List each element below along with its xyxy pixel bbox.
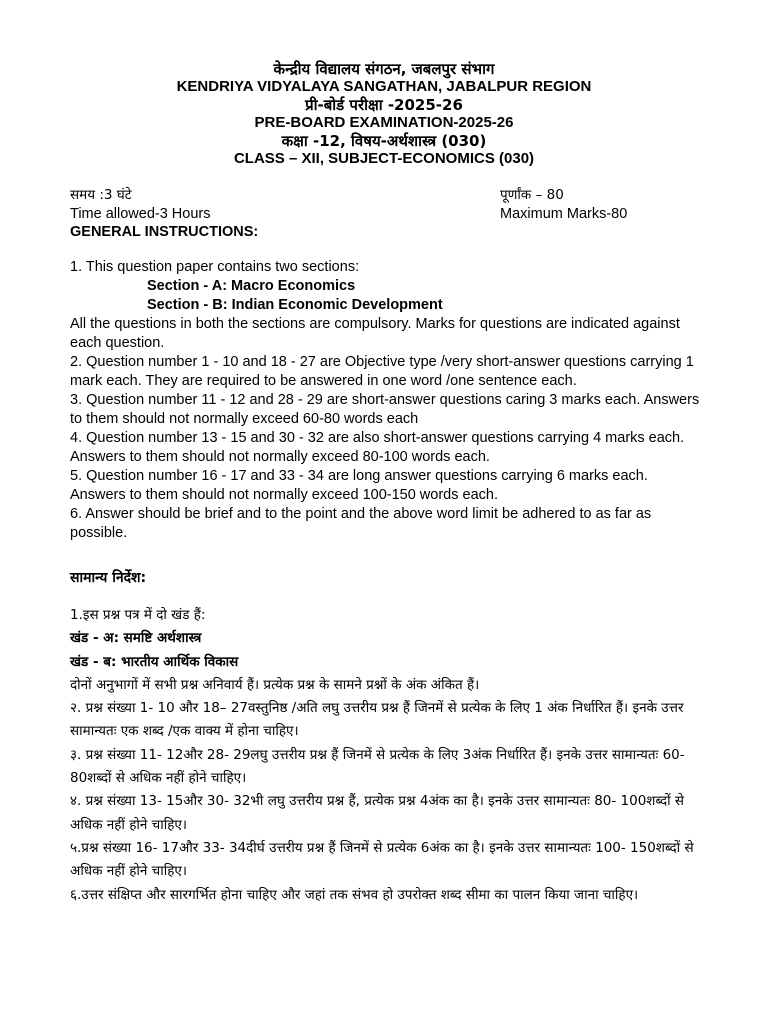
time-allowed-english: Time allowed-3 Hours [70, 206, 211, 222]
instruction-5-hindi: ५.प्रश्न संख्या 16- 17और 33- 34दीर्घ उत्तरीय प्रश्न हैं जिनमें से प्रत्येक 6अंक का है। इनके उत्तर सामान्यतः 100- 150शब्दों से अधिक नहीं होने चाहिए। [70, 839, 694, 880]
instruction-2: 2. Question number 1 - 10 and 18 - 27 are Objective type /very short-answer questions carrying 1 mark each. They are required to be answered in one word /one sentence each. [70, 354, 694, 389]
max-marks-hindi: पूर्णांक – 80 [500, 187, 564, 203]
instruction-3-hindi: ३. प्रश्न संख्या 11- 12और 28- 29लघु उत्तरीय प्रश्न हैं जिनमें से प्रत्येक के लिए 3अंक निर्धारित हैं। इनके उत्तर सामान्यतः 60- 80शब्दों से अधिक नहीं होने चाहिए। [70, 746, 685, 787]
section-b-label: Section - B: Indian Economic Development [147, 297, 443, 313]
instruction-3: 3. Question number 11 - 12 and 28 - 29 are short-answer questions caring 3 marks each. Answers to them should not normally exceed 60-80 words each [70, 392, 700, 427]
paper-header [0, 60, 768, 168]
instructions-english [70, 258, 706, 543]
section-a-label: Section - A: Macro Economics [147, 278, 356, 294]
meta-row-hindi [70, 186, 670, 204]
header-exam-english: PRE-BOARD EXAMINATION-2025-26 [254, 114, 514, 131]
section-a-label-hindi: खंड - अ: समष्टि अर्थशास्त्र [70, 630, 202, 647]
instruction-6-hindi: ६.उत्तर संक्षिप्त और सारगर्भित होना चाहिए और जहां तक संभव हो उपरोक्त शब्द सीमा का पालन किया जाना चाहिए। [70, 886, 639, 903]
instruction-1: 1. This question paper contains two sections: [70, 259, 360, 275]
meta-row-english [70, 205, 670, 223]
time-allowed-hindi: समय :3 घंटे [70, 187, 132, 203]
instruction-1-hindi: 1.इस प्रश्न पत्र में दो खंड हैं: [70, 607, 206, 623]
section-b-label-hindi: खंड - ब: भारतीय आर्थिक विकास [70, 653, 239, 670]
header-org-english: KENDRIYA VIDYALAYA SANGATHAN, JABALPUR REGION [176, 78, 592, 95]
general-instructions-heading-hindi: सामान्य निर्देश: [70, 570, 147, 586]
general-instructions-heading: GENERAL INSTRUCTIONS: [70, 224, 259, 240]
header-class-hindi: कक्षा -12, विषय-अर्थशास्त्र (030) [281, 132, 487, 150]
instruction-6: 6. Answer should be brief and to the point and the above word limit be adhered to as far as possible. [70, 506, 652, 541]
header-exam-hindi: प्री-बोर्ड परीक्षा -2025-26 [305, 96, 463, 114]
header-class-english: CLASS – XII, SUBJECT-ECONOMICS (030) [233, 150, 535, 167]
instruction-compulsory: All the questions in both the sections are compulsory. Marks for questions are indicated against each question. [70, 316, 680, 351]
instruction-4-hindi: ४. प्रश्न संख्या 13- 15और 30- 32भी लघु उत्तरीय प्रश्न हैं, प्रत्येक प्रश्न 4अंक का है। इनके उत्तर सामान्यतः 80- 100शब्दों से अधिक नहीं होने चाहिए। [70, 793, 685, 833]
instruction-4: 4. Question number 13 - 15 and 30 - 32 are also short-answer questions carrying 4 marks each. Answers to them should not normally exceed 80-100 words each. [70, 430, 685, 465]
header-org-hindi: केन्द्रीय विद्यालय संगठन, जबलपुर संभाग [273, 60, 495, 78]
max-marks-english: Maximum Marks-80 [500, 206, 628, 222]
instructions-hindi [70, 604, 706, 907]
instruction-2-hindi: २. प्रश्न संख्या 1- 10 और 18– 27वस्तुनिष्ठ /अति लघु उत्तरीय प्रश्न हैं जिनमें से प्रत्येक के लिए 1 अंक निर्धारित हैं। इनके उत्तर सामान्यतः एक शब्द /एक वाक्य में होना चाहिए। [70, 700, 684, 740]
instruction-compulsory-hindi: दोनों अनुभागों में सभी प्रश्न अनिवार्य हैं। प्रत्येक प्रश्न के सामने प्रश्नों के अंक अंकित हैं। [70, 676, 480, 693]
instruction-5: 5. Question number 16 - 17 and 33 - 34 are long answer questions carrying 6 marks each. Answers to them should not normally exceed 100-150 words each. [70, 468, 648, 503]
